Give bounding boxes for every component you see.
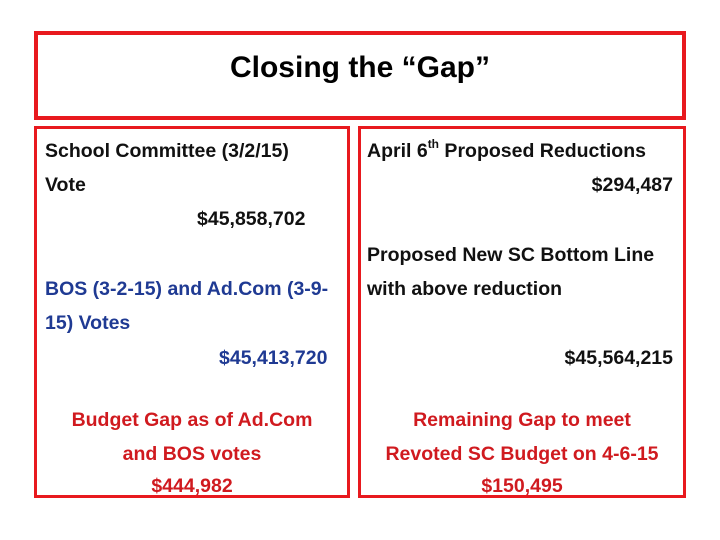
bos-label-line1: BOS (3-2-15) and Ad.Com (3-9- <box>45 278 329 300</box>
sc-vote-amount: $45,858,702 <box>197 208 306 230</box>
sc-vote-label-line1: School Committee (3/2/15) <box>45 140 289 162</box>
reductions-label-prefix: April 6 <box>367 140 428 162</box>
new-bottom-line-label-line2: with above reduction <box>367 278 563 300</box>
right-panel <box>358 126 686 498</box>
sc-vote-label-line2: Vote <box>45 174 86 196</box>
reductions-label-sup: th <box>427 136 440 151</box>
slide-title: Closing the “Gap” <box>229 51 490 84</box>
remaining-gap-amount: $150,495 <box>481 475 563 497</box>
budget-gap-label-line1: Budget Gap as of Ad.Com <box>71 409 313 431</box>
left-panel <box>34 126 350 498</box>
remaining-gap-label-line1: Remaining Gap to meet <box>413 409 631 431</box>
bos-amount: $45,413,720 <box>219 347 328 369</box>
reductions-label <box>367 134 646 168</box>
budget-gap-amount: $444,982 <box>151 475 233 497</box>
title-box <box>34 31 686 120</box>
new-bottom-line-label-line1: Proposed New SC Bottom Line <box>367 244 655 266</box>
reductions-amount: $294,487 <box>591 174 673 196</box>
budget-gap-label-line2: and BOS votes <box>122 443 262 465</box>
remaining-gap-label-line2: Revoted SC Budget on 4-6-15 <box>385 443 659 465</box>
bos-label-line2: 15) Votes <box>45 312 131 334</box>
new-bottom-line-amount: $45,564,215 <box>564 347 673 369</box>
reductions-label-suffix: Proposed Reductions <box>439 140 646 162</box>
